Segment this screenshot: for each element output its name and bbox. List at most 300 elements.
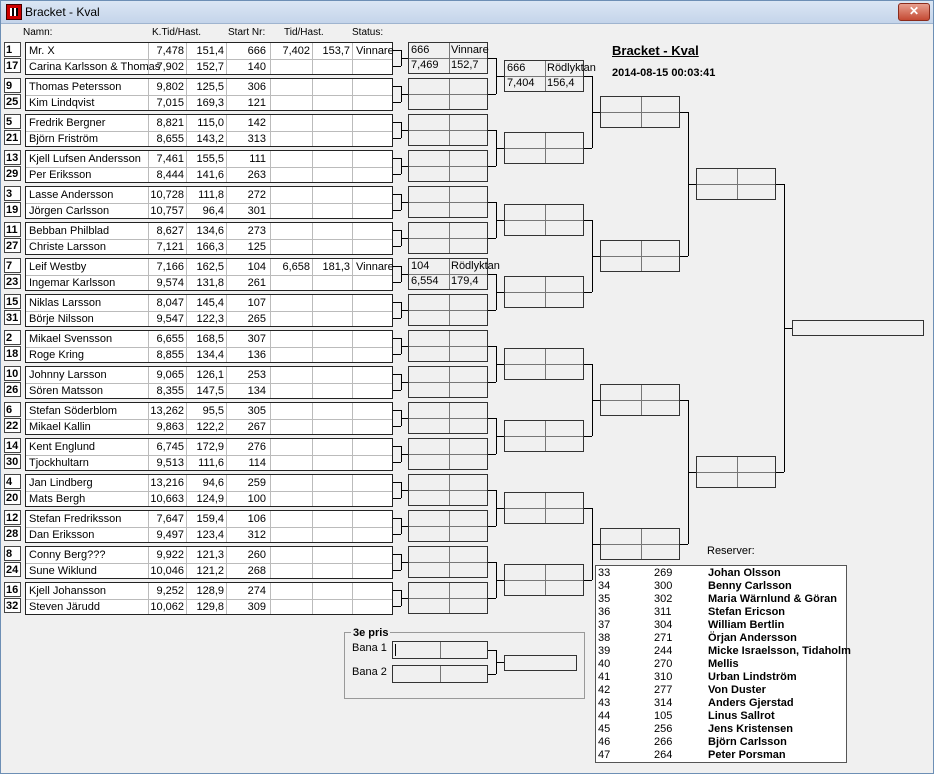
competitor-name: Kim Lindqvist	[29, 97, 95, 109]
qual-speed: 145,4	[196, 297, 224, 309]
box-divider	[409, 238, 487, 239]
column-divider	[352, 331, 353, 362]
race-time	[270, 527, 310, 543]
connector	[393, 138, 401, 139]
round2-match-box[interactable]	[408, 294, 488, 326]
connector	[680, 112, 688, 113]
race-speed: 181,3	[322, 261, 350, 273]
qual-speed: 122,3	[196, 313, 224, 325]
round2-match-box[interactable]	[408, 366, 488, 398]
connector	[393, 554, 401, 555]
connector	[488, 274, 496, 275]
match-box[interactable]	[25, 546, 393, 579]
semifinal-match-box[interactable]	[696, 168, 776, 200]
match-box[interactable]	[25, 366, 393, 399]
connector	[488, 418, 496, 419]
race-speed	[312, 239, 350, 255]
round2-match-box[interactable]	[408, 42, 488, 74]
round2-match-box[interactable]	[408, 78, 488, 110]
connector	[488, 58, 496, 59]
race-speed	[312, 131, 350, 147]
third-prize-lane1-box[interactable]	[392, 641, 488, 659]
box-divider	[505, 148, 583, 149]
reserve-number: 36	[598, 606, 611, 618]
qual-speed: 111,8	[198, 189, 224, 201]
status-text	[354, 403, 392, 419]
match-box[interactable]	[25, 330, 393, 363]
reserve-name: Micke Israelsson, Tidaholm	[708, 645, 851, 657]
text-caret	[395, 644, 396, 656]
box-divider	[409, 418, 487, 419]
box-top-right: Rödlyktan	[451, 260, 500, 272]
connector	[401, 202, 408, 203]
round3-match-box[interactable]	[504, 564, 584, 596]
box-bottom-left: 7,469	[411, 59, 439, 71]
connector	[688, 472, 696, 473]
connector	[393, 86, 401, 87]
round2-match-box[interactable]	[408, 330, 488, 362]
connector	[584, 508, 592, 509]
race-speed	[312, 187, 350, 203]
reserve-name: Stefan Ericson	[708, 606, 786, 618]
reserve-row	[598, 710, 844, 723]
reserve-number: 42	[598, 684, 611, 696]
box-bottom-right: 179,4	[451, 275, 479, 287]
status-text	[354, 295, 392, 311]
status-text	[354, 347, 392, 363]
connector	[680, 256, 688, 257]
reserve-number: 40	[598, 658, 611, 670]
box-bottom-right: 152,7	[451, 59, 479, 71]
reserve-row	[598, 619, 844, 632]
connector	[393, 158, 401, 159]
round3-match-box[interactable]	[504, 60, 596, 92]
race-speed	[312, 383, 350, 399]
match-box[interactable]	[25, 222, 393, 255]
round2-match-box[interactable]	[408, 402, 488, 434]
status-text	[354, 367, 392, 383]
seed-number: 29	[4, 166, 21, 181]
connector	[393, 50, 401, 51]
race-time	[270, 583, 310, 599]
connector	[584, 76, 592, 77]
reserves-list[interactable]	[595, 565, 851, 763]
connector	[393, 518, 401, 519]
competitor-name: Björn Friström	[29, 133, 99, 145]
box-divider	[409, 310, 487, 311]
seed-number: 19	[4, 202, 21, 217]
box-divider	[409, 346, 487, 347]
round4-match-box[interactable]	[600, 528, 680, 560]
box-divider	[697, 472, 775, 473]
round2-match-box[interactable]	[408, 222, 488, 254]
match-box[interactable]	[25, 474, 393, 507]
status-text	[354, 203, 392, 219]
status-text	[354, 275, 392, 291]
connector	[584, 220, 592, 221]
competitor-name: Mr. X	[29, 45, 55, 57]
seed-number: 6	[4, 402, 21, 417]
round3-match-box[interactable]	[504, 132, 584, 164]
qual-time: 8,355	[156, 385, 184, 397]
connector	[401, 454, 408, 455]
start-number: 309	[247, 601, 266, 613]
reserve-number: 38	[598, 632, 611, 644]
qual-time: 10,728	[150, 189, 184, 201]
start-number: 121	[247, 97, 266, 109]
seed-number: 31	[4, 310, 21, 325]
match-box[interactable]	[25, 114, 393, 147]
race-time	[270, 59, 310, 75]
connector	[680, 400, 688, 401]
seed-number: 17	[4, 58, 21, 73]
status-text	[354, 547, 392, 563]
round3-match-box[interactable]	[504, 492, 584, 524]
connector	[401, 130, 408, 131]
status-text	[354, 79, 392, 95]
start-number: 313	[247, 133, 266, 145]
start-number: 106	[247, 513, 266, 525]
connector	[401, 166, 408, 167]
race-time	[270, 187, 310, 203]
column-divider	[352, 367, 353, 398]
status-text	[354, 455, 392, 471]
qual-speed: 166,3	[196, 241, 224, 253]
connector	[393, 570, 401, 571]
start-number: 306	[247, 81, 266, 93]
reserve-row	[598, 593, 844, 606]
status-text	[354, 151, 392, 167]
reserve-start-number: 244	[654, 645, 673, 657]
start-number: 261	[247, 277, 266, 289]
qual-speed: 126,1	[196, 369, 224, 381]
competitor-name: Christe Larsson	[29, 241, 107, 253]
seed-number: 2	[4, 330, 21, 345]
round3-match-box[interactable]	[504, 420, 584, 452]
race-time	[270, 151, 310, 167]
box-divider	[409, 598, 487, 599]
qual-time: 9,252	[156, 585, 184, 597]
connector	[393, 446, 401, 447]
competitor-name: Kjell Lufsen Andersson	[29, 153, 141, 165]
round2-match-box[interactable]	[408, 114, 488, 146]
race-time	[270, 599, 310, 615]
race-speed	[312, 347, 350, 363]
competitor-name: Jan Lindberg	[29, 477, 93, 489]
reserve-start-number: 266	[654, 736, 673, 748]
connector	[401, 562, 408, 563]
connector	[393, 390, 401, 391]
header-ktid: K.Tid/Hast.	[152, 27, 202, 38]
connector	[393, 302, 401, 303]
third-prize-lane2-box[interactable]	[392, 665, 488, 683]
status-text	[354, 511, 392, 527]
race-speed	[312, 331, 350, 347]
start-number: 104	[247, 261, 266, 273]
seed-number: 16	[4, 582, 21, 597]
reserve-number: 43	[598, 697, 611, 709]
header-name: Namn:	[23, 27, 53, 38]
race-speed	[312, 511, 350, 527]
seed-number: 26	[4, 382, 21, 397]
reserve-start-number: 314	[654, 697, 673, 709]
competitor-name: Carina Karlsson & Thomas	[29, 61, 161, 73]
column-divider	[352, 403, 353, 434]
reserve-row	[598, 658, 844, 671]
reserve-start-number: 105	[654, 710, 673, 722]
match-box[interactable]	[25, 42, 393, 75]
match-box[interactable]	[25, 294, 393, 327]
reserve-number: 33	[598, 567, 611, 579]
box-divider	[409, 490, 487, 491]
status-text	[354, 239, 392, 255]
competitor-name: Steven Järudd	[29, 601, 100, 613]
status-text: Vinnare	[356, 45, 394, 57]
competitor-name: Stefan Fredriksson	[29, 513, 122, 525]
connector	[488, 526, 496, 527]
reserve-number: 39	[598, 645, 611, 657]
qual-time: 7,015	[156, 97, 184, 109]
race-speed	[312, 275, 350, 291]
round2-match-box[interactable]	[408, 150, 488, 182]
connector	[393, 210, 401, 211]
round2-match-box[interactable]	[408, 510, 488, 542]
qual-time: 8,855	[156, 349, 184, 361]
reserve-number: 37	[598, 619, 611, 631]
start-number: 125	[247, 241, 266, 253]
competitor-name: Kent Englund	[29, 441, 96, 453]
connector	[393, 498, 401, 499]
connector	[393, 462, 401, 463]
connector	[393, 426, 401, 427]
box-divider	[505, 364, 583, 365]
box-divider	[505, 580, 583, 581]
qual-speed: 155,5	[196, 153, 224, 165]
round4-match-box[interactable]	[600, 240, 680, 272]
box-top-left: 666	[507, 62, 526, 74]
connector	[393, 482, 401, 483]
connector	[393, 606, 401, 607]
round4-match-box[interactable]	[600, 96, 680, 128]
competitor-name: Johnny Larsson	[29, 369, 107, 381]
reserve-start-number: 310	[654, 671, 673, 683]
reserve-start-number: 270	[654, 658, 673, 670]
status-text	[354, 311, 392, 327]
box-divider	[505, 292, 583, 293]
competitor-name: Kjell Johansson	[29, 585, 107, 597]
header-start: Start Nr:	[228, 27, 266, 38]
status-text	[354, 583, 392, 599]
race-speed	[312, 79, 350, 95]
race-time	[270, 331, 310, 347]
connector	[401, 490, 408, 491]
connector	[393, 354, 401, 355]
box-divider	[409, 526, 487, 527]
reserve-row	[598, 606, 844, 619]
qual-speed: 162,5	[196, 261, 224, 273]
qual-speed: 168,5	[196, 333, 224, 345]
reserve-name: Urban Lindström	[708, 671, 797, 683]
final-winner-box[interactable]	[792, 320, 924, 336]
race-time	[270, 131, 310, 147]
seed-number: 13	[4, 150, 21, 165]
connector	[393, 66, 401, 67]
seed-number: 22	[4, 418, 21, 433]
seed-number: 9	[4, 78, 21, 93]
race-speed	[312, 403, 350, 419]
race-time	[270, 275, 310, 291]
race-speed	[312, 223, 350, 239]
seed-number: 21	[4, 130, 21, 145]
race-time	[270, 403, 310, 419]
reserve-start-number: 304	[654, 619, 673, 631]
race-time	[270, 455, 310, 471]
race-time	[270, 475, 310, 491]
start-number: 100	[247, 493, 266, 505]
reserve-start-number: 300	[654, 580, 673, 592]
match-box[interactable]	[25, 582, 393, 615]
qual-time: 8,821	[156, 117, 184, 129]
competitor-name: Niklas Larsson	[29, 297, 102, 309]
status-text	[354, 187, 392, 203]
start-number: 134	[247, 385, 266, 397]
connector	[488, 674, 496, 675]
round2-match-box[interactable]	[408, 258, 500, 290]
reserve-start-number: 277	[654, 684, 673, 696]
reserve-start-number: 302	[654, 593, 673, 605]
qual-time: 13,262	[150, 405, 184, 417]
race-time	[270, 511, 310, 527]
connector	[401, 94, 408, 95]
column-divider	[352, 223, 353, 254]
round3-match-box[interactable]	[504, 276, 584, 308]
connector	[393, 230, 401, 231]
race-speed	[312, 599, 350, 615]
round2-match-box[interactable]	[408, 438, 488, 470]
semifinal-match-box[interactable]	[696, 456, 776, 488]
start-number: 273	[247, 225, 266, 237]
connector	[592, 544, 600, 545]
qual-time: 10,046	[150, 565, 184, 577]
seed-number: 28	[4, 526, 21, 541]
round2-match-box[interactable]	[408, 474, 488, 506]
race-time: 7,402	[282, 45, 310, 57]
competitor-name: Per Eriksson	[29, 169, 92, 181]
bracket-area	[1, 24, 933, 773]
connector	[401, 274, 408, 275]
match-box[interactable]	[25, 186, 393, 219]
race-time	[270, 563, 310, 579]
match-box[interactable]	[25, 402, 393, 435]
qual-speed: 115,0	[197, 117, 224, 129]
seed-number: 24	[4, 562, 21, 577]
seed-number: 32	[4, 598, 21, 613]
status-text	[354, 439, 392, 455]
reserve-name: Linus Sallrot	[708, 710, 775, 722]
start-number: 276	[247, 441, 266, 453]
connector	[488, 238, 496, 239]
start-number: 312	[247, 529, 266, 541]
race-time	[270, 167, 310, 183]
start-number: 253	[247, 369, 266, 381]
connector	[488, 166, 496, 167]
round3-match-box[interactable]	[504, 204, 584, 236]
start-number: 274	[247, 585, 266, 597]
status-text	[354, 95, 392, 111]
connector	[393, 534, 401, 535]
round2-match-box[interactable]	[408, 546, 488, 578]
seed-number: 20	[4, 490, 21, 505]
race-time	[270, 367, 310, 383]
seed-number: 23	[4, 274, 21, 289]
match-box[interactable]	[25, 78, 393, 111]
qual-speed: 96,4	[202, 205, 224, 217]
third-prize-winner-box[interactable]	[504, 655, 577, 671]
qual-speed: 122,2	[196, 421, 224, 433]
lane-2-label: Bana 2	[352, 666, 387, 678]
start-number: 114	[248, 457, 266, 469]
match-box[interactable]	[25, 438, 393, 471]
box-divider	[601, 400, 679, 401]
reserve-row	[598, 632, 844, 645]
round4-match-box[interactable]	[600, 384, 680, 416]
race-speed	[312, 491, 350, 507]
column-divider	[352, 547, 353, 578]
connector	[401, 58, 408, 59]
round2-match-box[interactable]	[408, 186, 488, 218]
box-top-right: Rödlyktan	[547, 62, 596, 74]
qual-time: 10,663	[150, 493, 184, 505]
start-number: 263	[247, 169, 266, 181]
competitor-name: Tjockhultarn	[29, 457, 89, 469]
column-divider	[352, 511, 353, 542]
connector	[496, 292, 504, 293]
status-text	[354, 563, 392, 579]
connector	[393, 122, 401, 123]
column-divider	[352, 187, 353, 218]
box-divider	[409, 202, 487, 203]
race-speed	[312, 203, 350, 219]
qual-time: 10,062	[150, 601, 184, 613]
column-divider	[352, 439, 353, 470]
bracket-title: Bracket - Kval	[612, 43, 699, 58]
competitor-name: Thomas Petersson	[29, 81, 122, 93]
race-speed	[312, 311, 350, 327]
reserve-start-number: 264	[654, 749, 673, 761]
seed-number: 18	[4, 346, 21, 361]
round2-match-box[interactable]	[408, 582, 488, 614]
column-divider	[352, 583, 353, 614]
reserve-row	[598, 749, 844, 762]
reserve-row	[598, 580, 844, 593]
qual-speed: 152,7	[196, 61, 224, 73]
connector	[496, 508, 504, 509]
round3-match-box[interactable]	[504, 348, 584, 380]
match-box[interactable]	[25, 510, 393, 543]
race-speed	[312, 167, 350, 183]
match-box[interactable]	[25, 150, 393, 183]
close-button[interactable]: ✕	[898, 3, 930, 21]
reserve-row	[598, 697, 844, 710]
competitor-name: Bebban Philblad	[29, 225, 110, 237]
race-speed	[312, 419, 350, 435]
reserve-number: 34	[598, 580, 611, 592]
race-time	[270, 223, 310, 239]
connector	[584, 364, 592, 365]
connector	[401, 346, 408, 347]
connector	[592, 256, 600, 257]
match-box[interactable]	[25, 258, 393, 291]
